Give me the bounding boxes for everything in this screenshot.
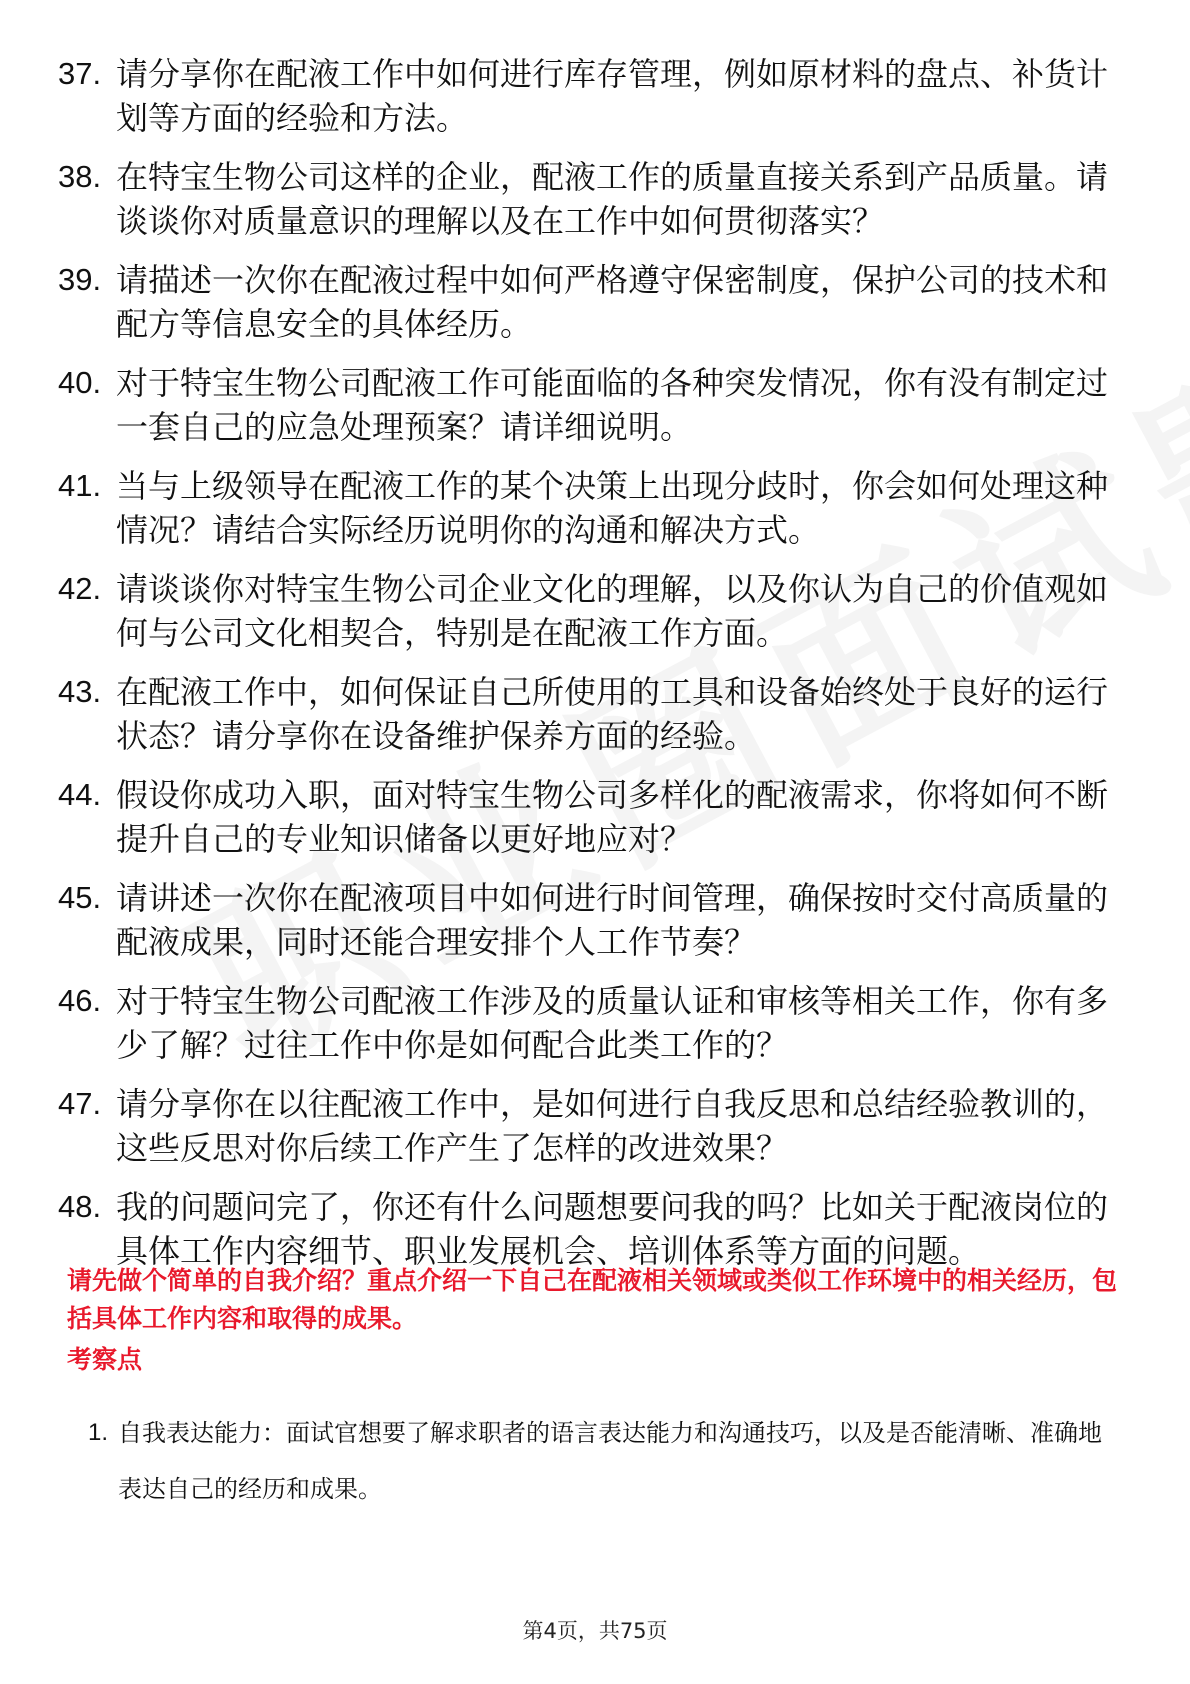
question-text: 当与上级领导在配液工作的某个决策上出现分歧时，你会如何处理这种情况？请结合实际经历说明你的沟通和解决方式。: [116, 467, 1109, 549]
section-question-heading: 请先做个简单的自我介绍？重点介绍一下自己在配液相关领域或类似工作环境中的相关经历，包括具体工作内容和取得的成果。: [67, 1266, 1118, 1333]
question-text: 请谈谈你对特宝生物公司企业文化的理解，以及你认为自己的价值观如何与公司文化相契合，特别是在配液工作方面。: [116, 570, 1109, 652]
question-number: 37.: [58, 56, 102, 91]
question-text: 请描述一次你在配液过程中如何严格遵守保密制度，保护公司的技术和配方等信息安全的具体经历。: [116, 261, 1109, 343]
question-text: 请讲述一次你在配液项目中如何进行时间管理，确保按时交付高质量的配液成果，同时还能合理安排个人工作节奏？: [116, 879, 1109, 961]
assessment-point-item: [88, 1405, 1118, 1517]
question-list: [58, 52, 1118, 1288]
question-item: [58, 979, 1118, 1067]
question-item: [58, 258, 1118, 346]
question-number: 41.: [58, 468, 102, 503]
question-item: [58, 464, 1118, 552]
question-item: [58, 670, 1118, 758]
question-item: [58, 1082, 1118, 1170]
question-number: 46.: [58, 983, 102, 1018]
question-item: [58, 52, 1118, 140]
question-number: 40.: [58, 365, 102, 400]
question-item: [58, 155, 1118, 243]
question-number: 45.: [58, 880, 102, 915]
section-subheading: 考察点: [67, 1345, 143, 1374]
question-number: 38.: [58, 159, 102, 194]
question-text: 对于特宝生物公司配液工作涉及的质量认证和审核等相关工作，你有多少了解？过往工作中你是如何配合此类工作的？: [116, 982, 1109, 1064]
question-text: 在特宝生物公司这样的企业，配液工作的质量直接关系到产品质量。请谈谈你对质量意识的理解以及在工作中如何贯彻落实？: [116, 158, 1109, 240]
question-number: 44.: [58, 777, 102, 812]
question-number: 47.: [58, 1086, 102, 1121]
question-item: [58, 773, 1118, 861]
question-number: 43.: [58, 674, 102, 709]
question-number: 48.: [58, 1189, 102, 1224]
question-text: 假设你成功入职，面对特宝生物公司多样化的配液需求，你将如何不断提升自己的专业知识储备以更好地应对？: [116, 776, 1109, 858]
question-number: 39.: [58, 262, 102, 297]
question-item: [58, 361, 1118, 449]
question-text: 请分享你在以往配液工作中，是如何进行自我反思和总结经验教训的，这些反思对你后续工作产生了怎样的改进效果？: [116, 1085, 1109, 1167]
assessment-point-number: 1.: [88, 1419, 109, 1446]
question-item: [58, 876, 1118, 964]
question-item: [58, 1185, 1118, 1273]
question-number: 42.: [58, 571, 102, 606]
question-text: 在配液工作中，如何保证自己所使用的工具和设备始终处于良好的运行状态？请分享你在设备维护保养方面的经验。: [116, 673, 1109, 755]
page-footer: 第4页，共75页: [522, 1619, 668, 1643]
assessment-point-list: [88, 1405, 1118, 1517]
question-text: 我的问题问完了，你还有什么问题想要问我的吗？比如关于配液岗位的具体工作内容细节、职业发展机会、培训体系等方面的问题。: [116, 1188, 1109, 1270]
question-text: 请分享你在配液工作中如何进行库存管理，例如原材料的盘点、补货计划等方面的经验和方法。: [116, 55, 1109, 137]
question-item: [58, 567, 1118, 655]
assessment-point-text: 自我表达能力：面试官想要了解求职者的语言表达能力和沟通技巧，以及是否能清晰、准确地表达自己的经历和成果。: [118, 1419, 1102, 1503]
question-text: 对于特宝生物公司配液工作可能面临的各种突发情况，你有没有制定过一套自己的应急处理预案？请详细说明。: [116, 364, 1109, 446]
